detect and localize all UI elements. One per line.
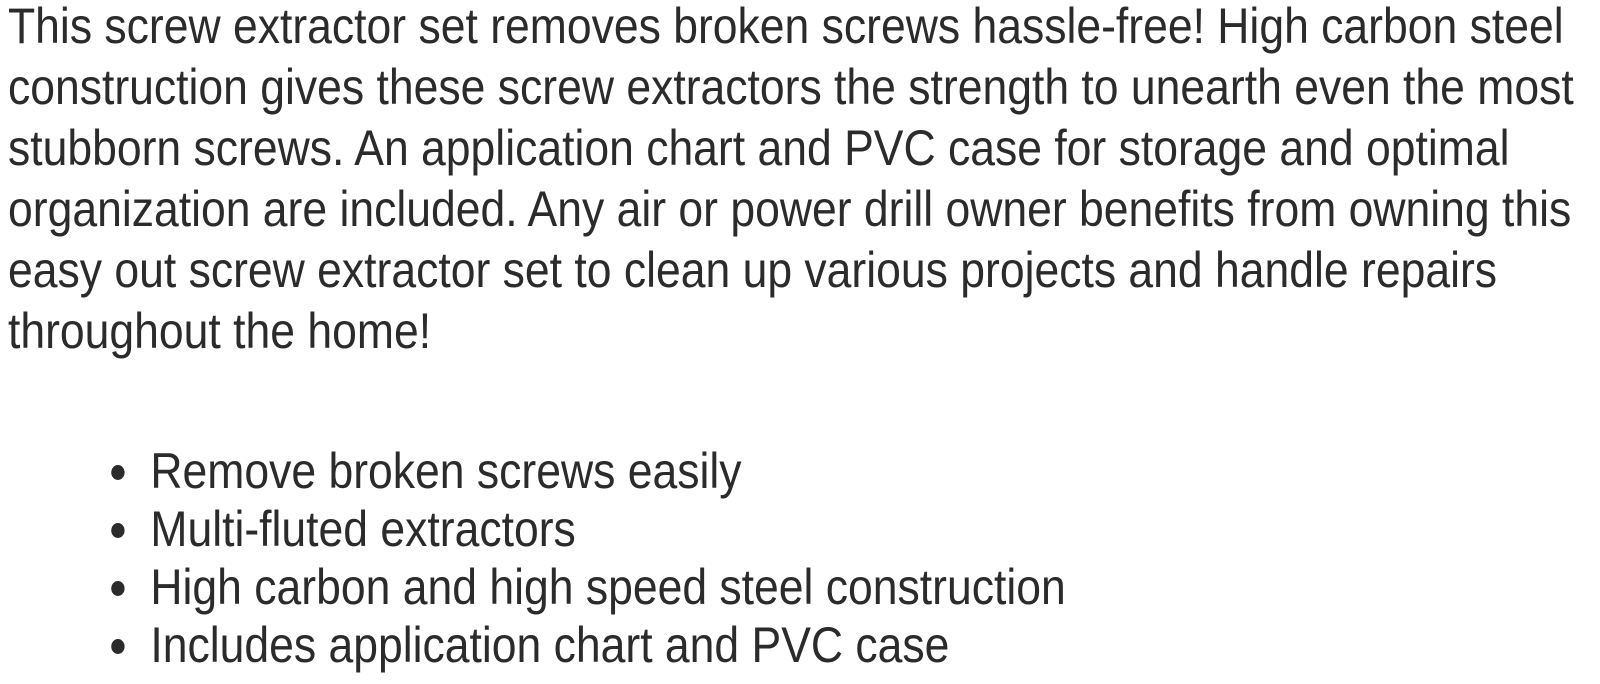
product-description-section	[8, 0, 1600, 674]
feature-list-item	[8, 558, 1600, 616]
feature-text: Multi-fluted extractors	[150, 501, 576, 557]
description-line: stubborn screws. An application chart and PVC case for storage and optimal	[8, 120, 1510, 176]
description-line: construction gives these screw extractors the strength to unearth even the most	[8, 59, 1574, 115]
feature-text: High carbon and high speed steel construction	[150, 559, 1066, 615]
description-line: organization are included. Any air or power drill owner benefits from owning this	[8, 181, 1572, 237]
feature-list-item	[8, 616, 1600, 674]
feature-list-item	[8, 500, 1600, 558]
bullet-icon	[111, 581, 124, 596]
description-line: This screw extractor set removes broken screws hassle-free! High carbon steel	[8, 0, 1564, 54]
feature-list-item	[8, 442, 1600, 500]
feature-text: Includes application chart and PVC case	[150, 617, 950, 673]
description-line: throughout the home!	[8, 303, 432, 359]
description-line: easy out screw extractor set to clean up various projects and handle repairs	[8, 242, 1498, 298]
bullet-icon	[111, 523, 124, 538]
bullet-icon	[111, 465, 124, 480]
feature-list	[8, 442, 1600, 674]
product-description-paragraph	[8, 0, 1600, 362]
bullet-icon	[111, 639, 124, 654]
feature-text: Remove broken screws easily	[150, 443, 742, 499]
